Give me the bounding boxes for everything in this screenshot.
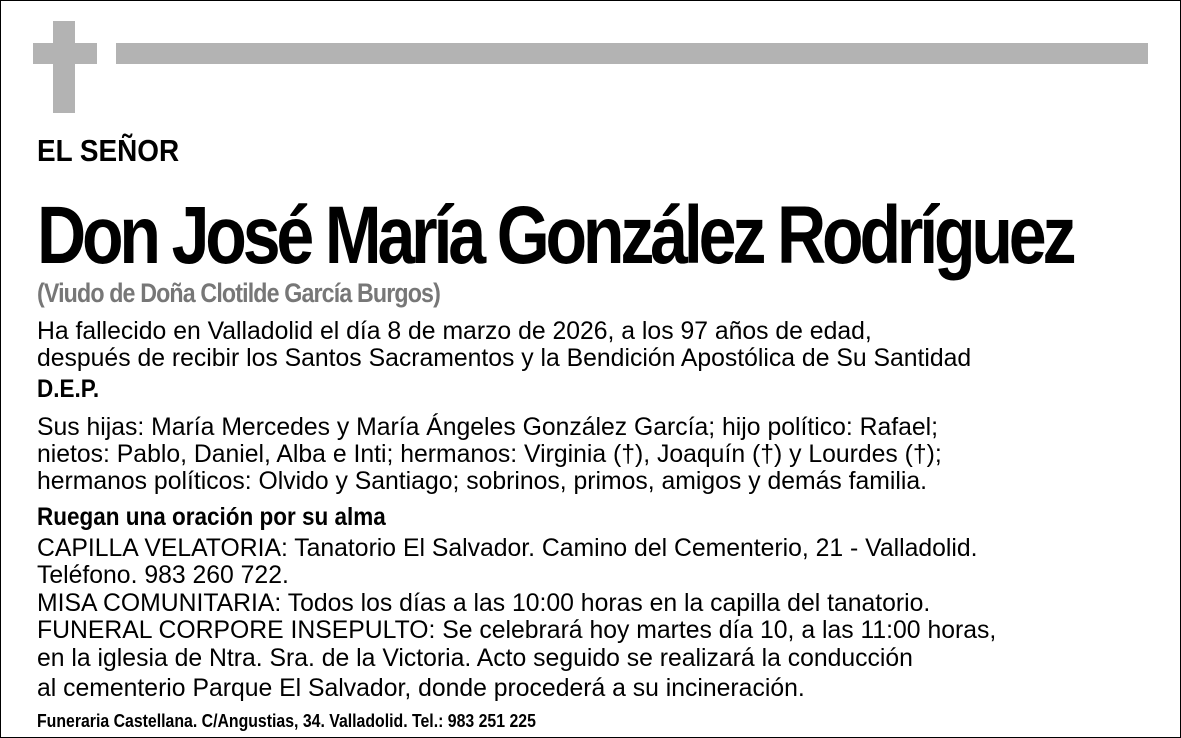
- detail-line: FUNERAL CORPORE INSEPULTO: Se celebrará hoy martes día 10, a las 11:00 horas,: [37, 616, 997, 644]
- header-rule: [116, 43, 1148, 64]
- cross-icon-arm: [33, 43, 97, 64]
- family-line: Sus hijas: María Mercedes y María Ángeles González García; hijo político: Rafael;: [37, 413, 939, 441]
- intro-line: después de recibir los Santos Sacramentos y la Bendición Apostólica de Su Santidad: [37, 344, 972, 372]
- detail-line: CAPILLA VELATORIA: Tanatorio El Salvador. Camino del Cementerio, 21 - Valladolid.: [37, 534, 978, 562]
- intro-line: Ha fallecido en Valladolid el día 8 de marzo de 2026, a los 97 años de edad,: [37, 317, 872, 345]
- detail-line: MISA COMUNITARIA: Todos los días a las 10:00 horas en la capilla del tanatorio.: [37, 589, 931, 617]
- cross-icon: [53, 21, 75, 113]
- detail-line: Teléfono. 983 260 722.: [37, 561, 289, 589]
- family-line: hermanos políticos: Olvido y Santiago; sobrinos, primos, amigos y demás familia.: [37, 467, 928, 495]
- detail-line: en la iglesia de Ntra. Sra. de la Victoria. Acto seguido se realizará la conducción: [37, 644, 913, 672]
- deceased-name: Don José María González Rodríguez: [37, 190, 1073, 281]
- kicker: EL SEÑOR: [37, 133, 180, 168]
- detail-line: al cementerio Parque El Salvador, donde procederá a su incineración.: [37, 674, 805, 702]
- dep: D.E.P.: [37, 375, 100, 403]
- family-line: nietos: Pablo, Daniel, Alba e Inti; hermanos: Virginia (†), Joaquín (†) y Lourdes (†);: [37, 440, 942, 468]
- footer-funeral-home: Funeraria Castellana. C/Angustias, 34. Valladolid. Tel.: 983 251 225: [37, 711, 536, 731]
- prayer-request: Ruegan una oración por su alma: [37, 503, 386, 531]
- subtitle: (Viudo de Doña Clotilde García Burgos): [37, 278, 440, 308]
